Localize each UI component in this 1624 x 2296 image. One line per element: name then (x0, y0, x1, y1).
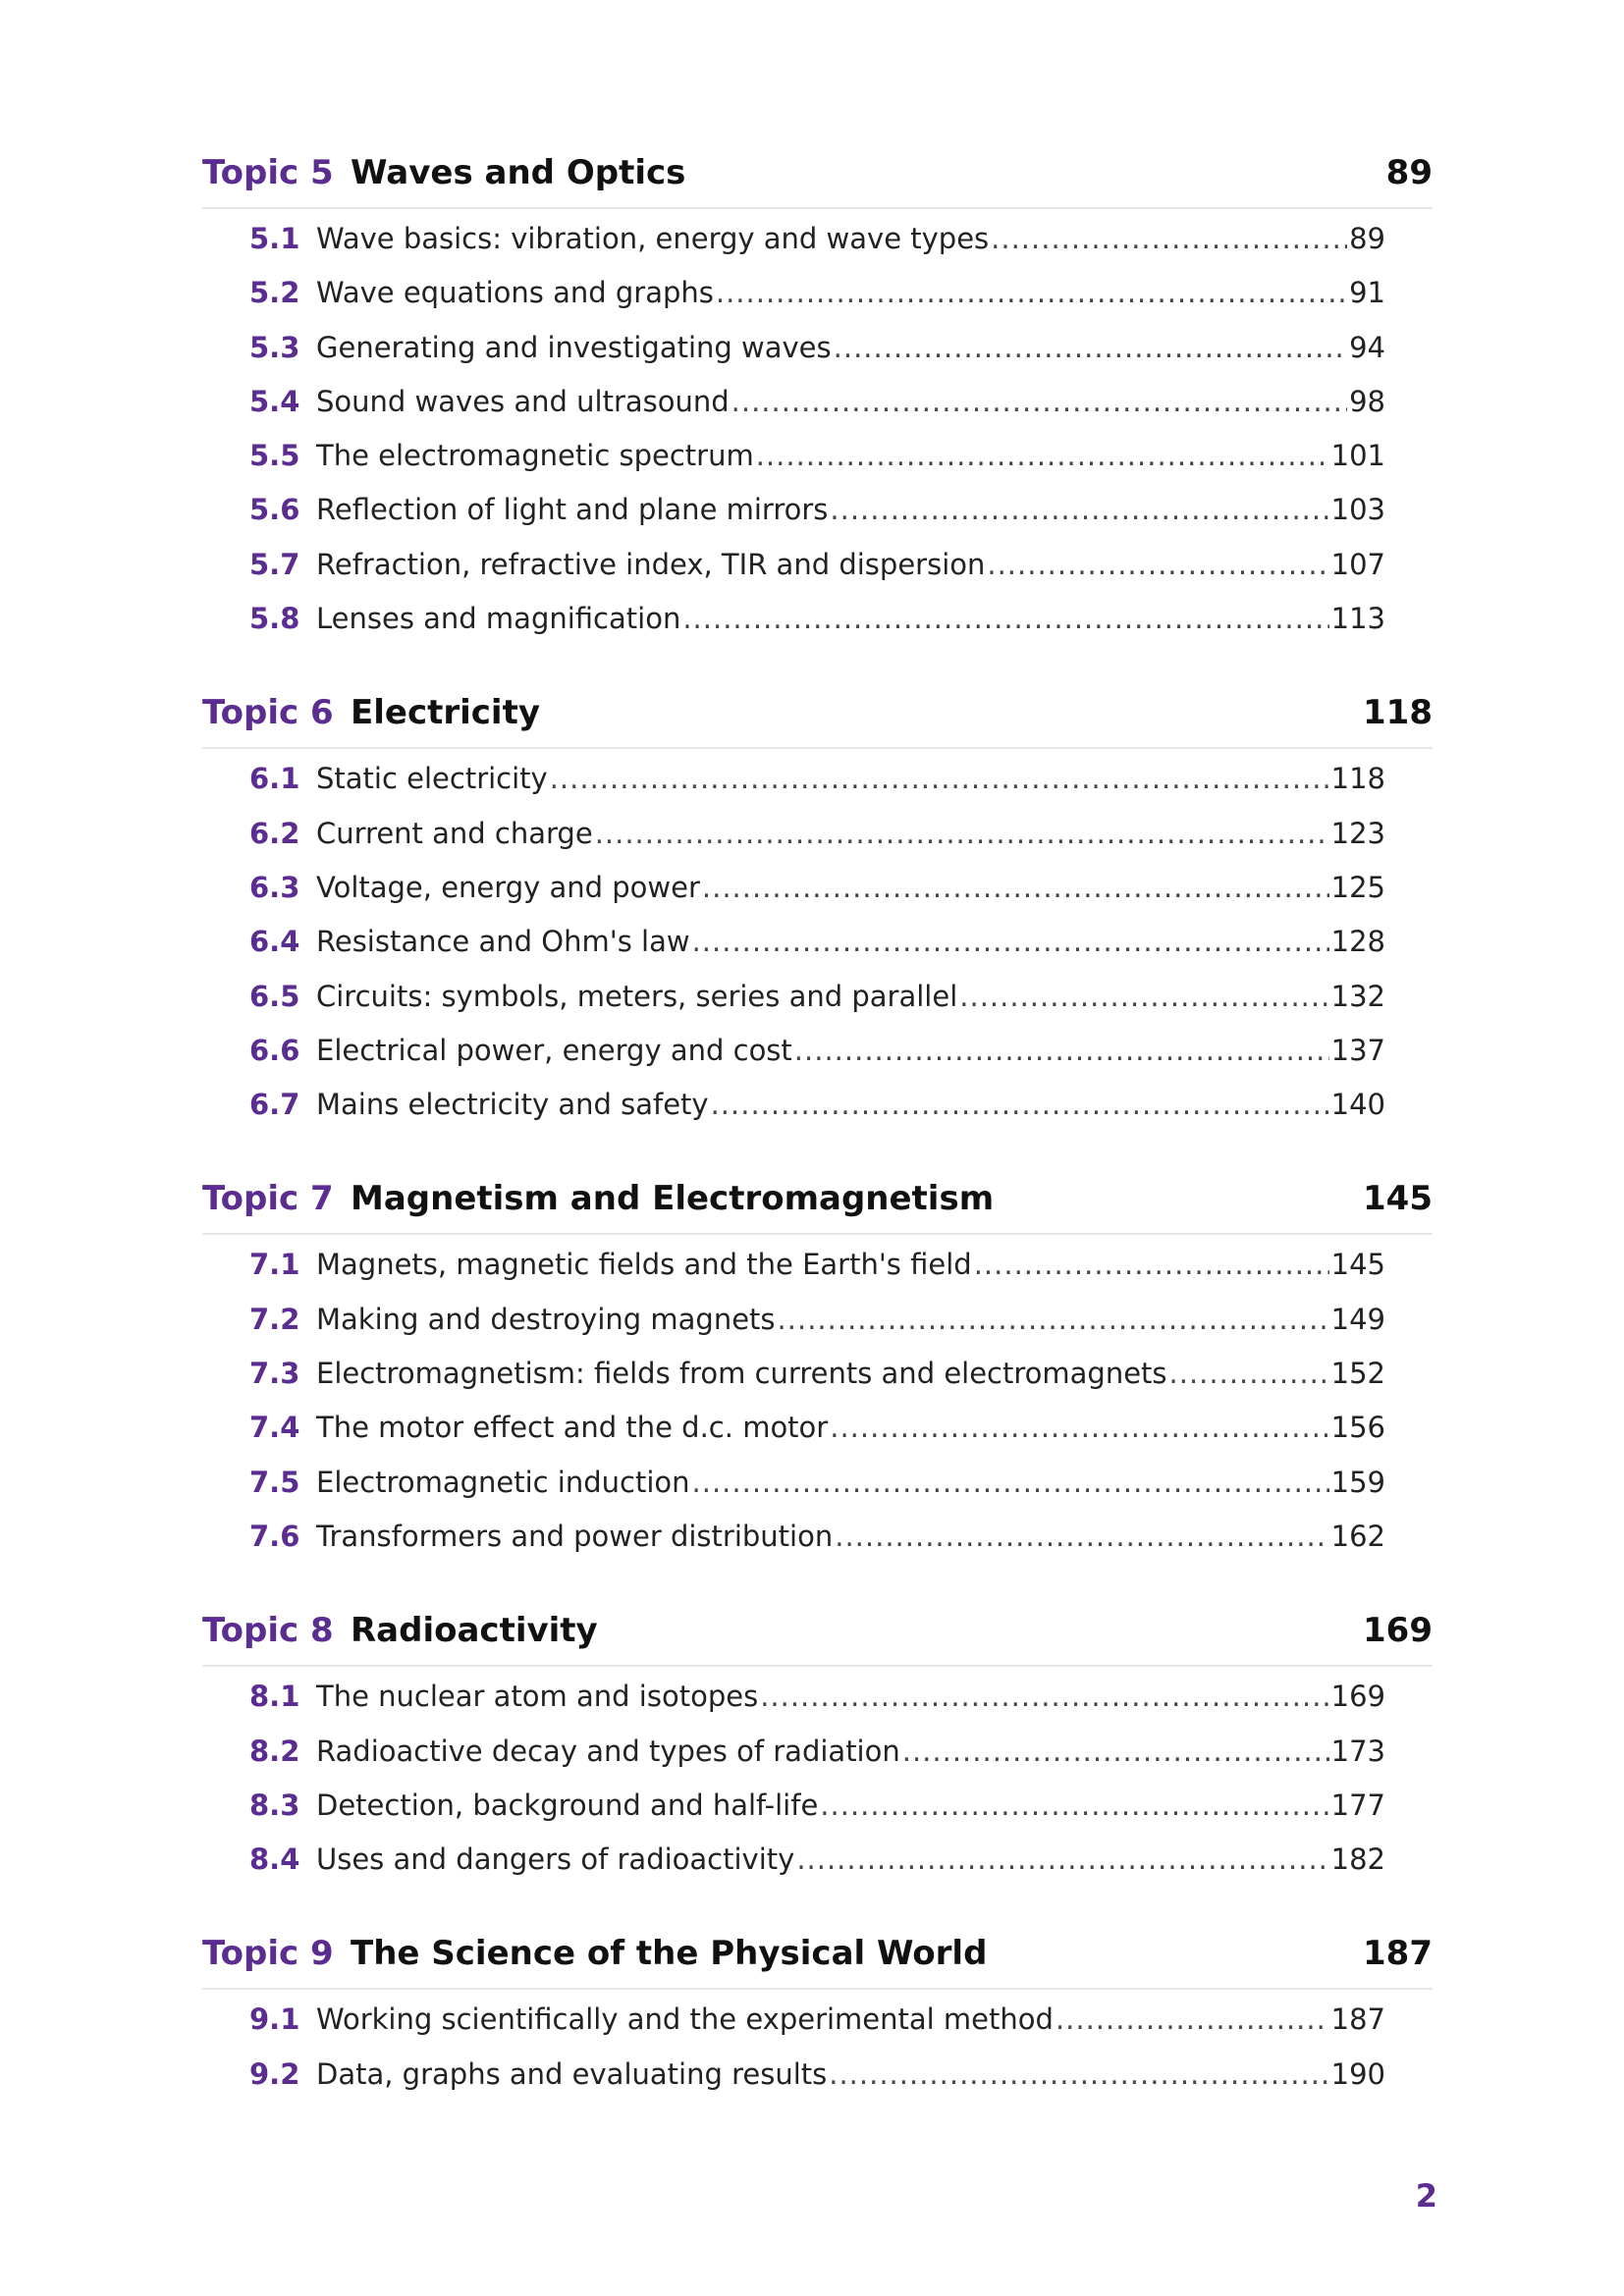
topic-block (202, 1173, 1433, 1574)
page-number: 2 (1415, 2177, 1437, 2215)
topic-title: Magnetism and Electromagnetism (351, 1179, 995, 1219)
topic-header[interactable] (202, 1605, 1433, 1667)
section-number: 6.2 (249, 816, 300, 850)
section-page-number: 162 (1330, 1519, 1385, 1553)
topic-page-number: 169 (1363, 1611, 1433, 1651)
section-page-number: 91 (1349, 276, 1385, 310)
section-title: Detection, background and half-life (316, 1788, 819, 1822)
section-page-number: 156 (1330, 1411, 1385, 1445)
dot-leader (834, 331, 1347, 364)
section-title: Electromagnetic induction (316, 1465, 690, 1499)
section-number: 7.1 (249, 1248, 300, 1282)
section-number: 6.7 (249, 1088, 300, 1122)
section-page-number: 182 (1330, 1842, 1385, 1877)
section-number: 8.2 (249, 1734, 300, 1768)
section-entry[interactable] (202, 1357, 1433, 1411)
section-page-number: 152 (1330, 1357, 1385, 1391)
section-number: 6.4 (249, 925, 300, 959)
section-number: 8.4 (249, 1842, 300, 1877)
topic-block (202, 147, 1433, 656)
section-page-number: 103 (1330, 493, 1385, 527)
topic-header[interactable] (202, 147, 1433, 209)
section-title: Data, graphs and evaluating results (316, 2056, 828, 2091)
section-title: The nuclear atom and isotopes (316, 1680, 759, 1714)
section-title: Transformers and power distribution (316, 1519, 834, 1553)
topic-title: Radioactivity (351, 1611, 598, 1651)
topic-page-number: 89 (1385, 153, 1433, 192)
topic-title: Waves and Optics (351, 153, 686, 192)
dot-leader (830, 1411, 1328, 1444)
section-entry[interactable] (202, 1735, 1433, 1789)
section-title: Static electricity (316, 762, 548, 796)
topic-label: Topic 6 (202, 693, 334, 733)
section-title: Current and charge (316, 816, 593, 850)
section-page-number: 159 (1330, 1465, 1385, 1499)
section-number: 5.2 (249, 276, 300, 310)
section-entry[interactable] (202, 817, 1433, 871)
section-page-number: 173 (1330, 1734, 1385, 1768)
section-entry[interactable] (202, 276, 1433, 330)
topic-block (202, 1605, 1433, 1896)
section-page-number: 132 (1330, 979, 1385, 1013)
section-entry[interactable] (202, 1789, 1433, 1842)
dot-leader (829, 2057, 1328, 2091)
topic-header[interactable] (202, 687, 1433, 749)
topic-header[interactable] (202, 1173, 1433, 1235)
section-page-number: 140 (1330, 1088, 1385, 1122)
section-number: 6.6 (249, 1033, 300, 1067)
section-entry[interactable] (202, 925, 1433, 979)
section-page-number: 89 (1349, 222, 1385, 255)
section-page-number: 145 (1330, 1248, 1385, 1282)
section-number: 6.3 (249, 870, 300, 904)
dot-leader (778, 1303, 1329, 1336)
section-list (202, 1667, 1433, 1896)
section-page-number: 177 (1330, 1788, 1385, 1822)
dot-leader (692, 925, 1329, 958)
section-title: Making and destroying magnets (316, 1302, 776, 1336)
section-list (202, 1235, 1433, 1574)
dot-leader (974, 1248, 1329, 1281)
section-title: Wave basics: vibration, energy and wave types (316, 222, 990, 255)
section-title: Radioactive decay and types of radiation (316, 1734, 900, 1768)
section-page-number: 169 (1330, 1680, 1385, 1714)
section-entry[interactable] (202, 1842, 1433, 1896)
section-list (202, 1990, 1433, 2111)
dot-leader (760, 1680, 1328, 1713)
section-number: 6.5 (249, 979, 300, 1013)
dot-leader (716, 276, 1347, 309)
table-of-contents (202, 147, 1433, 2143)
section-page-number: 94 (1349, 330, 1385, 364)
dot-leader (711, 1088, 1329, 1121)
section-number: 9.1 (249, 2002, 300, 2037)
section-page-number: 190 (1330, 2056, 1385, 2091)
section-number: 5.5 (249, 439, 300, 473)
section-entry[interactable] (202, 385, 1433, 439)
topic-page-number: 187 (1363, 1934, 1433, 1974)
topic-page-number: 145 (1363, 1179, 1433, 1219)
dot-leader (702, 871, 1329, 904)
topic-block (202, 687, 1433, 1142)
section-number: 7.2 (249, 1302, 300, 1336)
section-page-number: 125 (1330, 870, 1385, 904)
section-title: Sound waves and ultrasound (316, 384, 730, 418)
section-entry[interactable] (202, 222, 1433, 276)
section-number: 7.6 (249, 1519, 300, 1553)
section-number: 9.2 (249, 2056, 300, 2091)
section-title: Working scientifically and the experimental method (316, 2002, 1054, 2037)
section-number: 5.7 (249, 547, 300, 581)
section-number: 6.1 (249, 762, 300, 796)
section-page-number: 118 (1330, 762, 1385, 796)
dot-leader (835, 1520, 1328, 1553)
topic-label: Topic 7 (202, 1179, 334, 1219)
dot-leader (794, 1034, 1329, 1067)
section-entry[interactable] (202, 1411, 1433, 1465)
dot-leader (550, 762, 1329, 795)
section-number: 5.8 (249, 602, 300, 636)
section-title: Electromagnetism: fields from currents and electromagnets (316, 1357, 1167, 1391)
topic-header[interactable] (202, 1928, 1433, 1990)
section-title: Wave equations and graphs (316, 276, 714, 310)
dot-leader (796, 1842, 1328, 1876)
topic-page-number: 118 (1363, 693, 1433, 733)
dot-leader (731, 385, 1347, 418)
section-number: 7.4 (249, 1411, 300, 1445)
topic-label: Topic 9 (202, 1934, 334, 1974)
section-entry[interactable] (202, 1466, 1433, 1520)
dot-leader (959, 980, 1328, 1013)
section-entry[interactable] (202, 439, 1433, 493)
section-entry[interactable] (202, 1248, 1433, 1302)
section-list (202, 749, 1433, 1142)
section-title: Voltage, energy and power (316, 870, 700, 904)
section-title: Lenses and magnification (316, 602, 681, 636)
section-entry[interactable] (202, 762, 1433, 816)
section-page-number: 128 (1330, 925, 1385, 959)
section-entry[interactable] (202, 2057, 1433, 2111)
section-title: Electrical power, energy and cost (316, 1033, 792, 1067)
topic-block (202, 1928, 1433, 2111)
section-page-number: 137 (1330, 1033, 1385, 1067)
section-entry[interactable] (202, 2002, 1433, 2056)
topic-label: Topic 8 (202, 1611, 334, 1651)
section-list (202, 209, 1433, 656)
section-number: 8.3 (249, 1788, 300, 1822)
section-title: Resistance and Ohm's law (316, 925, 690, 959)
section-title: The electromagnetic spectrum (316, 439, 754, 473)
section-entry[interactable] (202, 602, 1433, 656)
section-number: 5.3 (249, 330, 300, 364)
dot-leader (820, 1789, 1328, 1822)
topic-title: The Science of the Physical World (351, 1934, 988, 1974)
section-entry[interactable] (202, 1303, 1433, 1357)
dot-leader (1056, 2002, 1329, 2036)
section-entry[interactable] (202, 493, 1433, 547)
section-title: Magnets, magnetic fields and the Earth's field (316, 1248, 972, 1282)
topic-label: Topic 5 (202, 153, 334, 192)
dot-leader (595, 817, 1329, 850)
section-entry[interactable] (202, 1034, 1433, 1088)
section-page-number: 123 (1330, 816, 1385, 850)
section-number: 5.6 (249, 493, 300, 527)
dot-leader (682, 602, 1328, 635)
section-page-number: 101 (1330, 439, 1385, 473)
section-page-number: 107 (1330, 547, 1385, 581)
section-number: 8.1 (249, 1680, 300, 1714)
dot-leader (692, 1466, 1329, 1499)
section-entry[interactable] (202, 548, 1433, 602)
section-entry[interactable] (202, 331, 1433, 385)
section-title: Circuits: symbols, meters, series and parallel (316, 979, 958, 1013)
section-entry[interactable] (202, 1520, 1433, 1574)
section-number: 7.3 (249, 1357, 300, 1391)
section-title: The motor effect and the d.c. motor (316, 1411, 829, 1445)
section-number: 5.1 (249, 222, 300, 255)
section-title: Generating and investigating waves (316, 330, 832, 364)
section-title: Refraction, refractive index, TIR and dispersion (316, 547, 986, 581)
section-entry[interactable] (202, 1088, 1433, 1142)
section-page-number: 149 (1330, 1302, 1385, 1336)
section-page-number: 113 (1330, 602, 1385, 636)
section-entry[interactable] (202, 871, 1433, 925)
section-entry[interactable] (202, 1680, 1433, 1734)
section-entry[interactable] (202, 980, 1433, 1034)
dot-leader (1169, 1357, 1329, 1390)
dot-leader (987, 548, 1328, 581)
section-title: Reflection of light and plane mirrors (316, 493, 829, 527)
section-page-number: 98 (1349, 384, 1385, 418)
dot-leader (991, 222, 1347, 255)
topic-title: Electricity (351, 693, 540, 733)
section-page-number: 187 (1330, 2002, 1385, 2037)
section-title: Uses and dangers of radioactivity (316, 1842, 795, 1877)
section-title: Mains electricity and safety (316, 1088, 709, 1122)
dot-leader (902, 1735, 1329, 1768)
section-number: 5.4 (249, 384, 300, 418)
section-number: 7.5 (249, 1465, 300, 1499)
dot-leader (756, 439, 1329, 472)
dot-leader (830, 493, 1328, 526)
